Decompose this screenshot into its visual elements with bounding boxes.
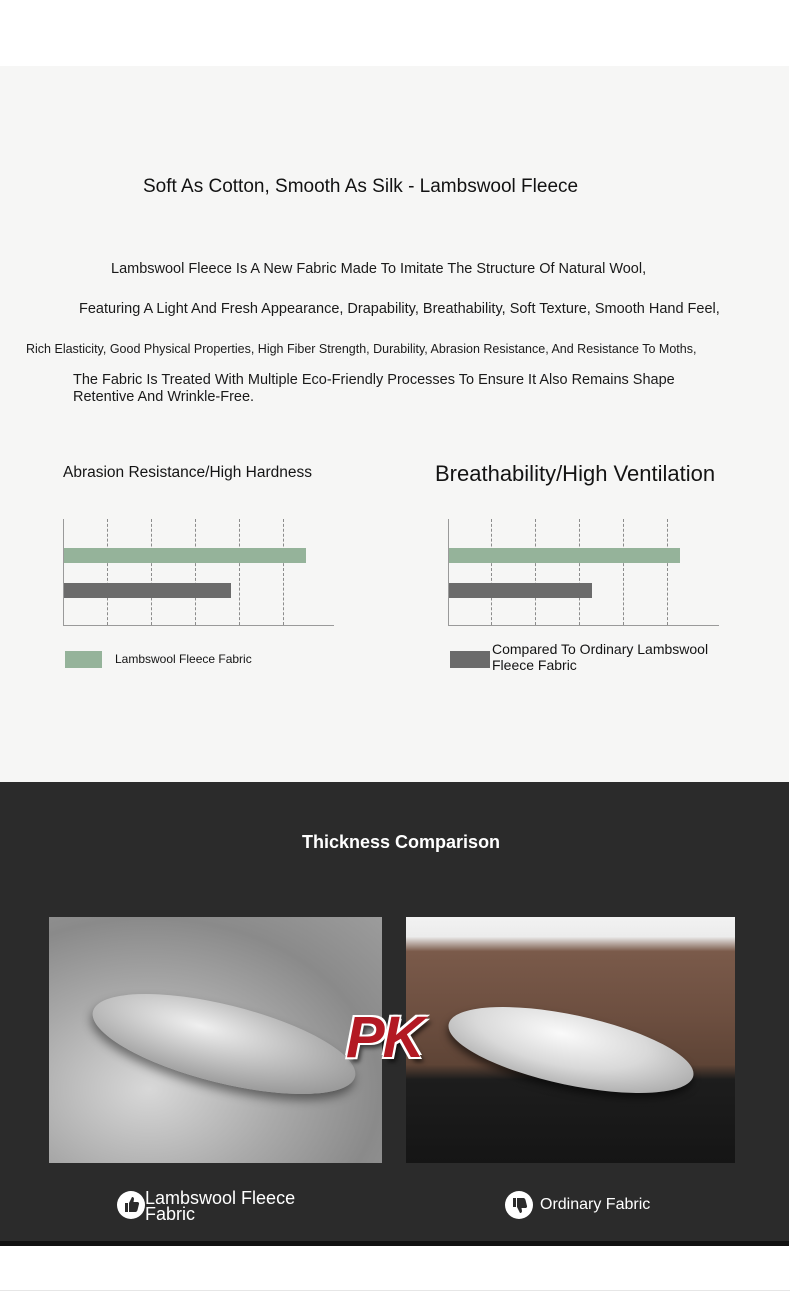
chart-x-axis bbox=[448, 625, 719, 626]
breathability-chart bbox=[448, 519, 719, 627]
ordinary-fabric-coin-photo bbox=[406, 917, 735, 1163]
bar-lambswool bbox=[64, 548, 306, 563]
headline: Soft As Cotton, Smooth As Silk - Lambswool Fleece bbox=[143, 176, 579, 197]
intro-line-3: Rich Elasticity, Good Physical Properties, High Fiber Strength, Durability, Abrasion Resistance, And Resistance To Moths, bbox=[26, 342, 697, 356]
gridline bbox=[283, 519, 284, 625]
fabric-intro-section bbox=[0, 66, 789, 782]
gridline bbox=[151, 519, 152, 625]
gridline bbox=[195, 519, 196, 625]
legend-swatch-lambswool bbox=[65, 651, 102, 668]
gridline bbox=[623, 519, 624, 625]
chart-x-axis bbox=[63, 625, 334, 626]
section-divider bbox=[0, 1241, 789, 1246]
gridline bbox=[667, 519, 668, 625]
chart-title-abrasion: Abrasion Resistance/High Hardness bbox=[63, 464, 312, 481]
chart-y-axis bbox=[63, 519, 64, 626]
intro-line-1: Lambswool Fleece Is A New Fabric Made To Imitate The Structure Of Natural Wool, bbox=[111, 261, 647, 277]
lambswool-coin-photo bbox=[49, 917, 382, 1163]
thickness-comparison-title: Thickness Comparison bbox=[302, 832, 501, 852]
bar-lambswool bbox=[449, 548, 680, 563]
gridline bbox=[579, 519, 580, 625]
gridline bbox=[107, 519, 108, 625]
thumbs-up-icon bbox=[117, 1191, 145, 1219]
ordinary-fabric-caption: Ordinary Fabric bbox=[540, 1196, 651, 1213]
legend-label-ordinary: Compared To Ordinary Lambswool Fleece Fabric bbox=[492, 641, 709, 673]
legend-label-lambswool: Lambswool Fleece Fabric bbox=[115, 652, 252, 666]
thumbs-down-icon bbox=[505, 1191, 533, 1219]
legend-swatch-ordinary bbox=[450, 651, 490, 668]
bar-ordinary bbox=[449, 583, 592, 598]
lambswool-caption: Lambswool Fleece Fabric bbox=[145, 1188, 296, 1224]
chart-title-breathability: Breathability/High Ventilation bbox=[435, 461, 716, 486]
coin-image bbox=[84, 973, 365, 1114]
abrasion-chart bbox=[63, 519, 334, 627]
intro-line-4: The Fabric Is Treated With Multiple Eco-Friendly Processes To Ensure It Also Remains Shape Retentive And Wrinkle-Free. bbox=[73, 372, 675, 405]
pk-versus-label: PK bbox=[346, 1005, 423, 1070]
chart-y-axis bbox=[448, 519, 449, 626]
gridline bbox=[535, 519, 536, 625]
gridline bbox=[491, 519, 492, 625]
coin-image bbox=[441, 990, 700, 1110]
footer-divider bbox=[0, 1290, 790, 1291]
gridline bbox=[239, 519, 240, 625]
intro-line-2: Featuring A Light And Fresh Appearance, Drapability, Breathability, Soft Texture, Smooth Hand Feel, bbox=[79, 301, 720, 317]
bar-ordinary bbox=[64, 583, 231, 598]
